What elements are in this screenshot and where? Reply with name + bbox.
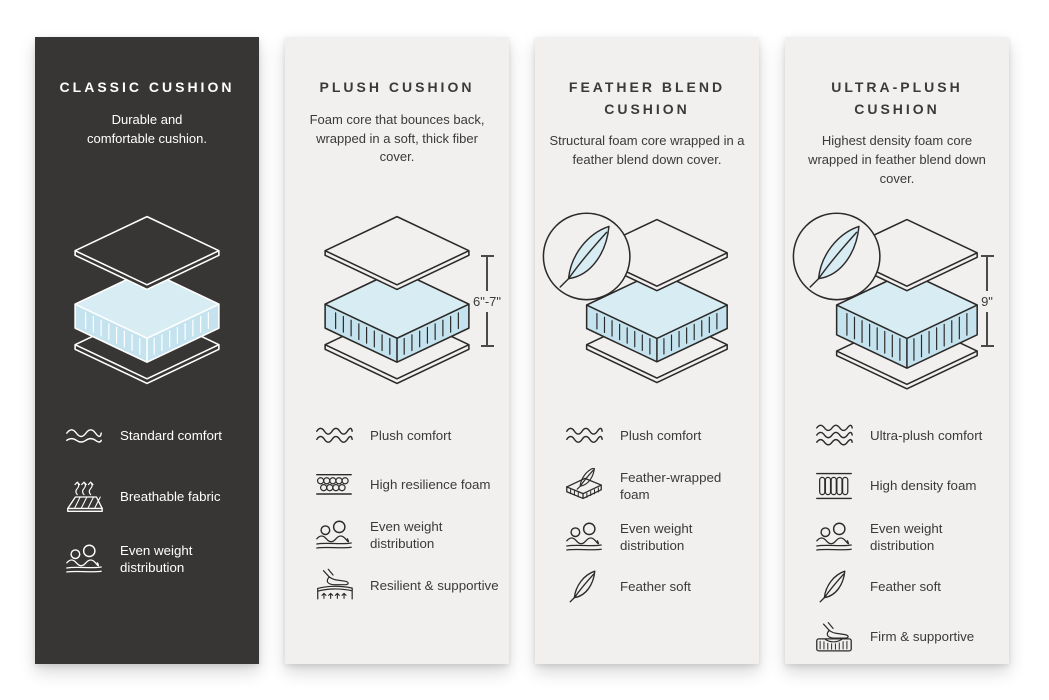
feature-row	[561, 570, 749, 604]
dimension-cap-bottom	[981, 345, 994, 347]
weight-distribution-icon	[311, 517, 357, 553]
feather-badge-icon	[543, 214, 629, 300]
dimension-line	[486, 312, 488, 346]
cushion-layers-icon	[303, 212, 491, 389]
feature-list	[535, 419, 759, 604]
firm-supportive-icon	[811, 619, 857, 655]
dimension-line	[986, 312, 988, 346]
feature-label: Breathable fabric	[120, 489, 221, 505]
feature-row	[61, 479, 249, 515]
feature-label: Plush comfort	[620, 428, 702, 444]
feature-label: Even weight distribution	[870, 520, 943, 553]
feature-row	[811, 419, 999, 453]
weight-distribution-icon	[61, 541, 107, 577]
card-title: ULTRA-PLUSH CUSHION	[831, 79, 963, 117]
feature-label: Even weight distribution	[120, 542, 193, 575]
feature-label: Ultra-plush comfort	[870, 428, 983, 444]
feature-label: Feather soft	[620, 579, 691, 595]
feature-row	[561, 468, 749, 504]
dimension-marker	[465, 255, 509, 347]
feature-row	[811, 468, 999, 504]
card-title: PLUSH CUSHION	[319, 79, 475, 95]
cushion-illustration	[285, 185, 509, 415]
feature-label: High density foam	[870, 478, 977, 494]
feature-row	[61, 419, 249, 453]
resilience-foam-icon	[311, 468, 357, 502]
feather-icon	[811, 570, 857, 604]
feature-row	[311, 568, 499, 604]
cushion-illustration	[535, 185, 759, 415]
feature-list	[285, 419, 509, 604]
feature-row	[61, 541, 249, 577]
cushion-illustration	[785, 185, 1009, 415]
feature-label: Even weight distribution	[620, 520, 693, 553]
feature-label: Plush comfort	[370, 428, 452, 444]
dimension-line	[986, 257, 988, 291]
feature-label: Even weight distribution	[370, 518, 443, 551]
dimension-line	[486, 257, 488, 291]
card-description: Structural foam core wrapped in a feather blend down cover.	[549, 133, 745, 168]
feature-row	[811, 519, 999, 555]
dimension-cap-bottom	[481, 345, 494, 347]
card-title: FEATHER BLEND CUSHION	[568, 79, 726, 117]
feature-row	[311, 517, 499, 553]
card-description: Highest density foam core wrapped in feather blend down cover.	[808, 133, 986, 187]
cushion-layers-icon	[538, 206, 756, 393]
feature-row	[561, 419, 749, 453]
card-plush-cushion	[285, 37, 509, 664]
card-title: CLASSIC CUSHION	[59, 79, 235, 95]
feature-label: Firm & supportive	[870, 629, 975, 645]
dimension-marker	[965, 255, 1009, 347]
card-description: Durable and comfortable cushion.	[87, 111, 207, 146]
breathable-icon	[61, 479, 107, 515]
feature-row	[811, 619, 999, 655]
feature-list	[785, 419, 1009, 655]
dimension-label: 6"-7"	[472, 293, 502, 309]
feature-label: Resilient & supportive	[370, 578, 499, 594]
feature-list	[35, 419, 259, 577]
feature-label: Feather soft	[870, 579, 941, 595]
feature-label: Feather-wrapped foam	[620, 469, 722, 502]
cushion-layers-icon	[53, 212, 241, 389]
card-feather-blend-cushion	[535, 37, 759, 664]
feature-label: Standard comfort	[120, 428, 222, 444]
feather-badge-icon	[793, 214, 879, 300]
weight-distribution-icon	[561, 519, 607, 555]
feature-row	[561, 519, 749, 555]
density-foam-icon	[811, 468, 857, 504]
waves-ultra-icon	[811, 419, 857, 453]
waves-standard-icon	[61, 419, 107, 453]
feature-label: High resilience foam	[370, 477, 491, 493]
dimension-label: 9"	[981, 293, 993, 309]
cushion-illustration	[35, 185, 259, 415]
feather-icon	[561, 570, 607, 604]
card-description: Foam core that bounces back, wrapped in a soft, thick fiber cover.	[309, 111, 485, 165]
card-classic-cushion	[35, 37, 259, 664]
card-ultra-plush-cushion	[785, 37, 1009, 664]
resilient-supportive-icon	[311, 568, 357, 604]
waves-plush-icon	[561, 419, 607, 453]
waves-plush-icon	[311, 419, 357, 453]
feature-row	[311, 468, 499, 502]
feature-row	[811, 570, 999, 604]
feather-foam-icon	[561, 468, 607, 504]
weight-distribution-icon	[811, 519, 857, 555]
feature-row	[311, 419, 499, 453]
